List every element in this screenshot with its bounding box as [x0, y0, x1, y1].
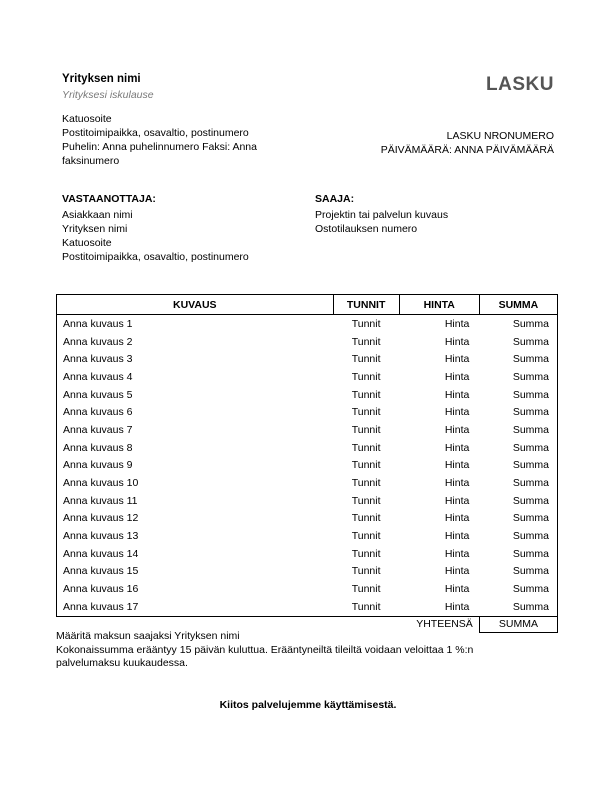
row-sum: Summa: [479, 403, 557, 421]
row-hours: Tunnit: [351, 406, 381, 419]
row-price: Hinta: [444, 459, 470, 472]
row-price: Hinta: [444, 406, 470, 419]
table-row: [57, 386, 558, 404]
payee-line: Projektin tai palvelun kuvaus: [315, 209, 449, 221]
row-price: Hinta: [444, 370, 470, 383]
row-hours: Tunnit: [351, 477, 381, 490]
row-sum: Summa: [479, 457, 557, 475]
recipient-line: Asiakkaan nimi: [62, 209, 133, 221]
row-description: Anna kuvaus 15: [57, 563, 334, 581]
row-sum: Summa: [479, 510, 557, 528]
row-description: Anna kuvaus 17: [57, 598, 334, 616]
address-line: faksinumero: [62, 155, 120, 167]
thank-you-note: Kiitos palvelujemme käyttämisestä.: [219, 699, 397, 711]
row-description: Anna kuvaus 3: [57, 350, 334, 368]
row-description: Anna kuvaus 16: [57, 580, 334, 598]
row-hours: Tunnit: [351, 530, 381, 543]
recipient-line: Katuosoite: [62, 237, 112, 249]
header-price: HINTA: [399, 295, 479, 315]
table-row: [57, 333, 558, 351]
row-hours: Tunnit: [351, 459, 381, 472]
total-value: SUMMA: [479, 616, 557, 632]
row-description: Anna kuvaus 7: [57, 421, 334, 439]
terms-line: Määritä maksun saajaksi Yrityksen nimi: [56, 630, 240, 642]
row-hours: Tunnit: [351, 512, 381, 525]
items-table: [56, 294, 558, 633]
row-sum: Summa: [479, 492, 557, 510]
address-line: Puhelin: Anna puhelinnumero Faksi: Anna: [62, 141, 257, 153]
invoice-date: PÄIVÄMÄÄRÄ: ANNA PÄIVÄMÄÄRÄ: [380, 144, 554, 156]
payee-block: [315, 193, 448, 236]
table-row: [57, 474, 558, 492]
row-price: Hinta: [444, 441, 470, 454]
header-sum: SUMMA: [479, 295, 557, 315]
terms-line: Kokonaissumma erääntyy 15 päivän kuluttua. Erääntyneiltä tileiltä voidaan veloittaa 1 %:n: [56, 643, 474, 656]
payee-line: Ostotilauksen numero: [315, 223, 418, 235]
invoice-meta: [381, 129, 554, 157]
row-hours: Tunnit: [351, 353, 381, 366]
row-price: Hinta: [444, 530, 470, 543]
row-price: Hinta: [444, 565, 470, 578]
row-sum: Summa: [479, 386, 557, 404]
table-row: [57, 457, 558, 475]
table-row: [57, 403, 558, 421]
row-hours: Tunnit: [351, 423, 381, 436]
row-description: Anna kuvaus 4: [57, 368, 334, 386]
row-description: Anna kuvaus 14: [57, 545, 334, 563]
table-row: [57, 580, 558, 598]
table-row: [57, 421, 558, 439]
row-sum: Summa: [479, 474, 557, 492]
row-description: Anna kuvaus 9: [57, 457, 334, 475]
row-price: Hinta: [444, 512, 470, 525]
row-hours: Tunnit: [351, 583, 381, 596]
address-line: Postitoimipaikka, osavaltio, postinumero: [62, 127, 249, 139]
table-row: [57, 563, 558, 581]
recipient-line: Postitoimipaikka, osavaltio, postinumero: [62, 251, 249, 263]
row-hours: Tunnit: [351, 317, 381, 330]
table-row: [57, 368, 558, 386]
recipient-line: Yrityksen nimi: [62, 223, 128, 235]
recipient-block: [62, 193, 249, 264]
row-price: Hinta: [444, 583, 470, 596]
row-price: Hinta: [444, 388, 470, 401]
address-line: Katuosoite: [62, 113, 112, 125]
table-row: [57, 492, 558, 510]
row-price: Hinta: [444, 494, 470, 507]
row-price: Hinta: [444, 547, 470, 560]
row-sum: Summa: [479, 368, 557, 386]
table-row: [57, 527, 558, 545]
table-header-row: [57, 295, 558, 315]
row-description: Anna kuvaus 6: [57, 403, 334, 421]
row-price: Hinta: [399, 598, 479, 616]
row-description: Anna kuvaus 8: [57, 439, 334, 457]
table-row: [57, 439, 558, 457]
header-description: KUVAUS: [57, 295, 334, 315]
row-hours: Tunnit: [351, 370, 381, 383]
row-sum: Summa: [479, 598, 557, 616]
row-description: Anna kuvaus 10: [57, 474, 334, 492]
row-sum: Summa: [479, 439, 557, 457]
company-name: Yrityksen nimi: [62, 73, 141, 85]
row-hours: Tunnit: [351, 388, 381, 401]
row-price: Hinta: [444, 317, 470, 330]
payment-terms: [56, 630, 556, 671]
row-sum: Summa: [479, 421, 557, 439]
row-hours: Tunnit: [351, 335, 381, 348]
row-hours: Tunnit: [351, 565, 381, 578]
row-sum: Summa: [479, 580, 557, 598]
row-price: Hinta: [444, 423, 470, 436]
row-sum: Summa: [479, 350, 557, 368]
row-sum: Summa: [479, 333, 557, 351]
row-description: Anna kuvaus 5: [57, 386, 334, 404]
row-sum: Summa: [479, 545, 557, 563]
row-hours: Tunnit: [351, 547, 381, 560]
row-hours: Tunnit: [351, 441, 381, 454]
payee-heading: SAAJA:: [315, 193, 355, 205]
header-hours: TUNNIT: [333, 295, 399, 315]
invoice-number: LASKU NRONUMERO: [446, 130, 554, 142]
row-description: Anna kuvaus 11: [57, 492, 334, 510]
company-tagline: Yrityksesi iskulause: [62, 89, 154, 101]
company-address: [62, 112, 302, 168]
row-price: Hinta: [444, 353, 470, 366]
row-description: Anna kuvaus 12: [57, 510, 334, 528]
row-sum: Summa: [479, 563, 557, 581]
table-row: [57, 545, 558, 563]
table-row: [57, 510, 558, 528]
row-hours: Tunnit: [333, 598, 399, 616]
invoice-title: LASKU: [486, 74, 554, 95]
row-sum: Summa: [479, 315, 557, 333]
row-sum: Summa: [479, 527, 557, 545]
row-description: Anna kuvaus 1: [57, 315, 334, 333]
table-row: [57, 598, 558, 616]
row-description: Anna kuvaus 13: [57, 527, 334, 545]
table-row: [57, 350, 558, 368]
row-description: Anna kuvaus 2: [57, 333, 334, 351]
row-price: Hinta: [444, 477, 470, 490]
table-row: [57, 315, 558, 333]
terms-line: palvelumaksu kuukaudessa.: [56, 657, 188, 669]
row-hours: Tunnit: [351, 494, 381, 507]
recipient-heading: VASTAANOTTAJA:: [62, 193, 156, 205]
row-price: Hinta: [444, 335, 470, 348]
total-label: YHTEENSÄ: [416, 618, 473, 631]
